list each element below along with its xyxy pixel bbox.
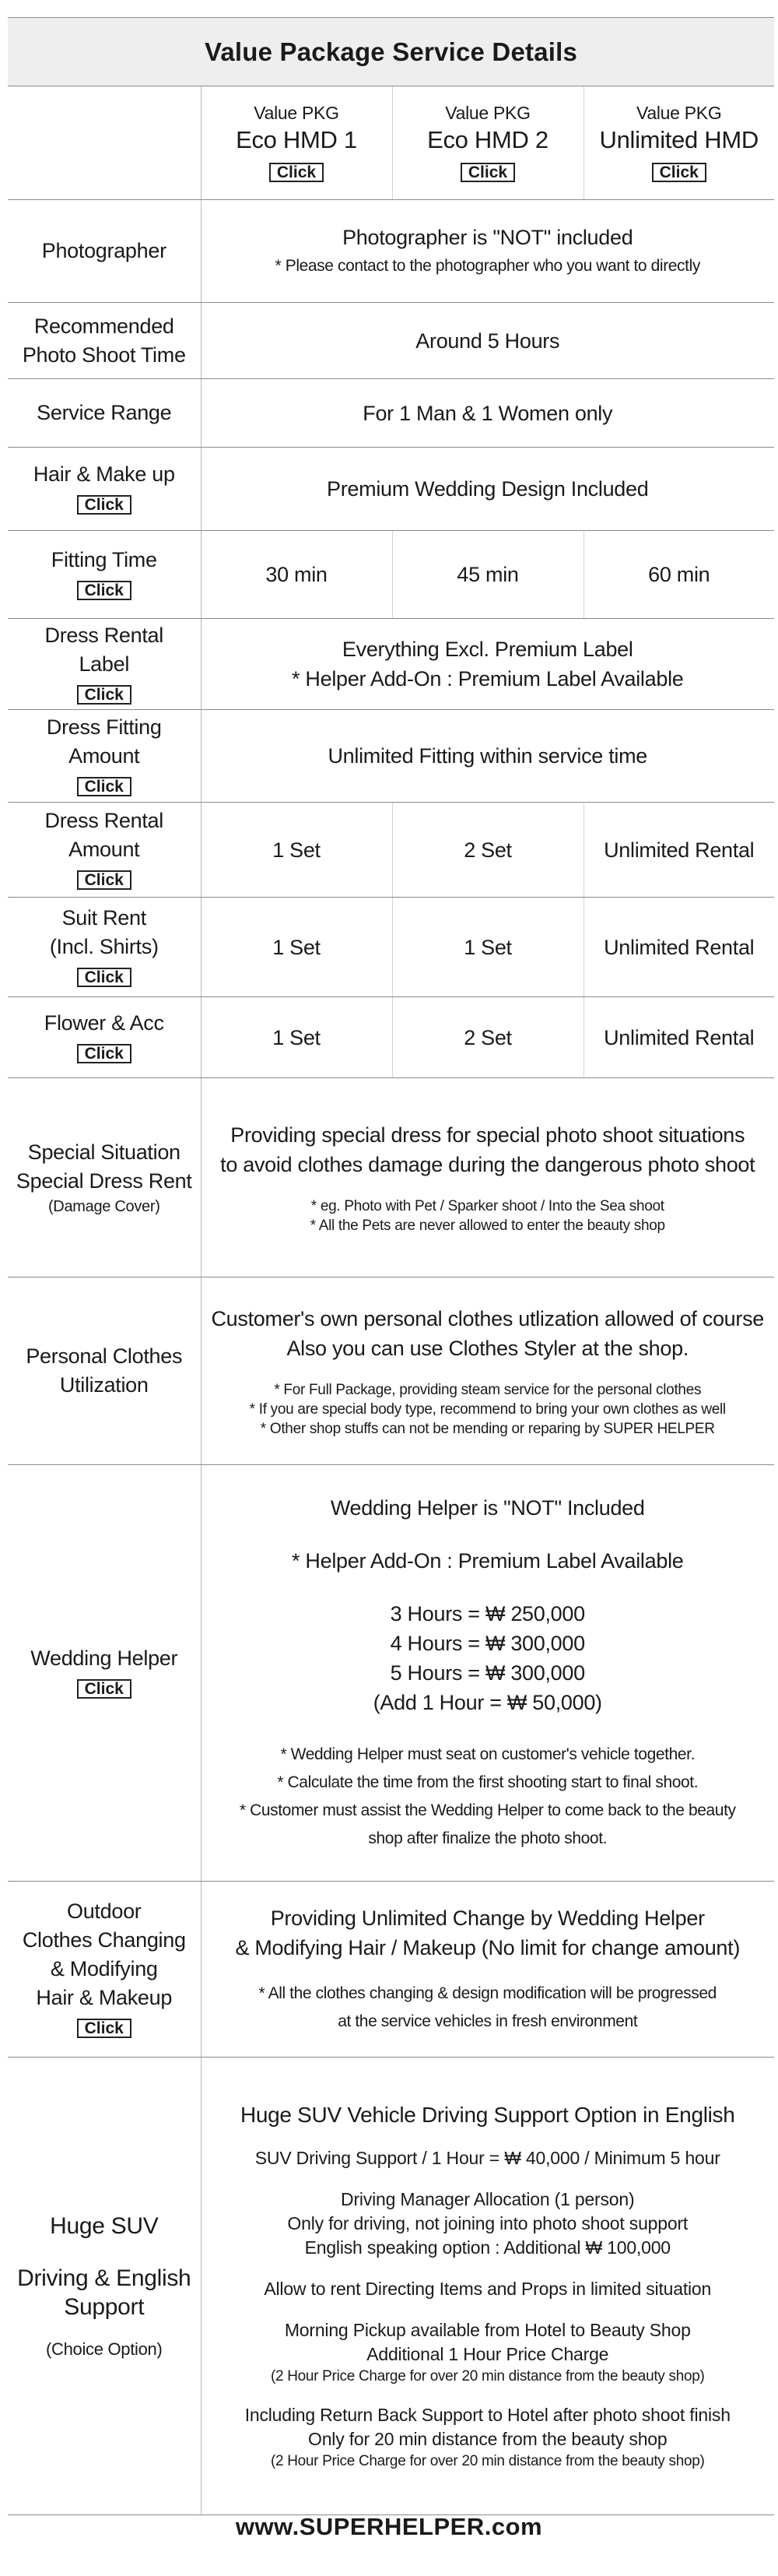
row-value: Around 5 Hours (201, 303, 774, 379)
row-dress-rental-label (8, 619, 774, 710)
suv-note: (2 Hour Price Charge for over 20 min distance from the beauty shop) (270, 2453, 705, 2469)
value-line: * Helper Add-On : Premium Label Available (292, 667, 684, 691)
row-label (8, 448, 201, 531)
row-value: Unlimited Rental (584, 803, 774, 898)
value-note: * If you are special body type, recommend to bring your own clothes as well (249, 1400, 726, 1418)
row-label (8, 898, 201, 997)
value-line: Providing Unlimited Change by Wedding Helper (270, 1906, 705, 1930)
row-label: Service Range (8, 379, 201, 448)
value-line: Wedding Helper is "NOT" Included (330, 1496, 645, 1520)
suv-line: Only for driving, not joining into photo shoot support (287, 2213, 689, 2233)
suv-line: Morning Pickup available from Hotel to Beauty Shop (284, 2320, 691, 2340)
row-value (201, 2058, 774, 2515)
row-fitting-time (8, 531, 774, 619)
dress-fitting-click-button[interactable]: Click (77, 777, 131, 796)
value-note: * For Full Package, providing steam service for the personal clothes (274, 1381, 702, 1398)
spacer (208, 1363, 769, 1380)
label-line: Hair & Makeup (36, 1986, 173, 2009)
value-line: Customer's own personal clothes utlization allowed of course (211, 1306, 765, 1330)
price-line: 5 Hours = ₩ 300,000 (390, 1661, 585, 1685)
hair-makeup-click-button[interactable]: Click (77, 495, 131, 515)
flower-acc-click-button[interactable]: Click (77, 1044, 131, 1063)
title-row (8, 18, 774, 86)
label-line: Dress Rental (44, 623, 163, 647)
row-flower-acc (8, 997, 774, 1078)
row-value (201, 1882, 774, 2058)
spacer (208, 1523, 769, 1546)
row-special-dress (8, 1078, 774, 1277)
label-line: Driving & English (17, 2265, 191, 2291)
suv-line: SUV Driving Support / 1 Hour = ₩ 40,000 / Minimum 5 hour (254, 2148, 720, 2168)
value-line: Everything Excl. Premium Label (342, 638, 633, 661)
row-value: 60 min (584, 531, 774, 619)
spacer (208, 2301, 769, 2318)
price-line: (Add 1 Hour = ₩ 50,000) (373, 1691, 602, 1714)
row-suv (8, 2058, 774, 2515)
row-label (8, 803, 201, 898)
spacer (208, 2129, 769, 2146)
row-value (201, 1465, 774, 1882)
value-note: at the service vehicles in fresh environment (338, 2012, 638, 2030)
value-line: Also you can use Clothes Styler at the shop. (286, 1336, 689, 1360)
value-line: Photographer is "NOT" included (342, 225, 633, 249)
label-line: Wedding Helper (30, 1646, 178, 1670)
package-eco-hmd-1 (201, 86, 392, 200)
row-value: For 1 Man & 1 Women only (201, 379, 774, 448)
value-note: * Calculate the time from the first shooting start to final shoot. (277, 1773, 699, 1791)
value-line: to avoid clothes damage during the dangerous photo shoot (220, 1152, 755, 1176)
label-line: Recommended (33, 314, 174, 338)
package-name: Unlimited HMD (599, 125, 759, 153)
row-service-range (8, 379, 774, 448)
row-value: Unlimited Fitting within service time (201, 710, 774, 803)
spacer (208, 1963, 769, 1980)
value-line: * Helper Add-On : Premium Label Available (292, 1549, 684, 1573)
package-prefix: Value PKG (445, 102, 531, 123)
row-value: 1 Set (201, 997, 392, 1078)
label-line: Flower & Acc (44, 1010, 164, 1035)
label-line: (Incl. Shirts) (49, 935, 159, 958)
label-line: Amount (68, 838, 140, 861)
row-photographer (8, 200, 774, 303)
row-value: 45 min (392, 531, 584, 619)
suv-line: Driving Manager Allocation (1 person) (341, 2189, 635, 2209)
suv-note: (2 Hour Price Charge for over 20 min distance from the beauty shop) (270, 2368, 705, 2384)
label-line: Hair & Make up (33, 462, 175, 486)
row-label (8, 1277, 201, 1465)
website-footer: www.SUPERHELPER.com (235, 2513, 543, 2540)
row-value (201, 1078, 774, 1277)
price-line: 4 Hours = ₩ 300,000 (390, 1632, 585, 1655)
package-eco-hmd-2 (392, 86, 584, 200)
row-value (201, 619, 774, 710)
row-value (201, 1277, 774, 1465)
row-wedding-helper (8, 1465, 774, 1882)
label-line: Support (64, 2294, 145, 2320)
label-line: Outdoor (67, 1899, 142, 1923)
row-hair-makeup (8, 448, 774, 531)
spacer (208, 2260, 769, 2277)
suv-line: Additional 1 Hour Price Charge (366, 2344, 609, 2364)
package-unlimited-hmd (584, 86, 774, 200)
row-shoot-time (8, 303, 774, 379)
package-prefix: Value PKG (254, 102, 339, 123)
row-value: 2 Set (392, 997, 584, 1078)
price-line: 3 Hours = ₩ 250,000 (390, 1602, 585, 1625)
value-note: * All the Pets are never allowed to enter the beauty shop (310, 1217, 665, 1234)
row-value: 1 Set (201, 803, 392, 898)
value-line: Providing special dress for special photo shoot situations (230, 1123, 745, 1147)
row-label (8, 710, 201, 803)
spacer (208, 2170, 769, 2188)
wedding-helper-click-button[interactable]: Click (77, 1679, 131, 1699)
package-header-row (8, 86, 774, 200)
value-note: * Please contact to the photographer who you want to directly (275, 256, 700, 275)
suv-line: Including Return Back Support to Hotel after photo shoot finish (244, 2405, 731, 2425)
row-value (201, 200, 774, 303)
package-unlimited-hmd-click-button[interactable]: Click (652, 163, 706, 182)
row-dress-fitting (8, 710, 774, 803)
label-line: Fitting Time (51, 548, 157, 571)
dress-rental-amount-click-button[interactable]: Click (77, 870, 131, 890)
spacer (14, 2240, 194, 2264)
label-line: Suit Rent (61, 906, 146, 930)
row-dress-rental-amount (8, 803, 774, 898)
spacer (208, 2386, 769, 2403)
row-label (8, 1078, 201, 1277)
label-line: Special Dress Rent (16, 1169, 192, 1193)
label-line: Amount (68, 743, 140, 768)
row-label (8, 303, 201, 379)
outdoor-click-button[interactable]: Click (77, 2019, 131, 2038)
row-value: 2 Set (392, 803, 584, 898)
row-label: Photographer (8, 200, 201, 303)
package-name: Eco HMD 2 (427, 125, 548, 153)
value-note: * Other shop stuffs can not be mending or reparing by SUPER HELPER (260, 1420, 715, 1437)
row-value: 1 Set (392, 898, 584, 997)
page-title: Value Package Service Details (8, 18, 774, 86)
suv-line: Allow to rent Directing Items and Props in limited situation (264, 2279, 712, 2299)
label-line: Label (79, 652, 130, 676)
value-note: * Customer must assist the Wedding Helper to come back to the beauty (239, 1801, 736, 1819)
fitting-time-click-button[interactable]: Click (77, 581, 131, 600)
label-line: Photo Shoot Time (22, 343, 186, 367)
row-personal-clothes (8, 1277, 774, 1465)
package-eco-hmd-1-click-button[interactable]: Click (269, 163, 324, 182)
row-value: 30 min (201, 531, 392, 619)
dress-rental-label-click-button[interactable]: Click (77, 685, 131, 705)
spacer (208, 1717, 769, 1741)
label-sub: (Damage Cover) (47, 1197, 160, 1215)
value-note: shop after finalize the photo shoot. (368, 1829, 608, 1847)
package-name: Eco HMD 1 (236, 125, 357, 153)
value-line: & Modifying Hair / Makeup (No limit for change amount) (235, 1935, 741, 1959)
row-label (8, 997, 201, 1078)
value-note: * All the clothes changing & design modification will be progressed (258, 1984, 717, 2002)
row-label (8, 531, 201, 619)
suv-line: English speaking option : Additional ₩ 100,000 (304, 2237, 671, 2258)
label-line: Huge SUV (50, 2213, 159, 2239)
label-line: & Modifying (50, 1957, 158, 1980)
spacer (208, 1179, 769, 1197)
row-label (8, 619, 201, 710)
service-details-table (8, 17, 774, 2515)
label-line: Clothes Changing (22, 1928, 186, 1952)
label-sub: (Choice Option) (45, 2339, 163, 2359)
label-line: Special Situation (27, 1140, 180, 1164)
label-line: Dress Rental (44, 809, 163, 832)
row-label (8, 1465, 201, 1882)
header-blank-cell (8, 86, 201, 200)
package-prefix: Value PKG (636, 102, 722, 123)
row-value: 1 Set (201, 898, 392, 997)
package-eco-hmd-2-click-button[interactable]: Click (461, 163, 515, 182)
suit-rent-click-button[interactable]: Click (77, 968, 131, 987)
row-label (8, 2058, 201, 2515)
row-outdoor (8, 1882, 774, 2058)
suv-heading: Huge SUV Vehicle Driving Support Option in English (240, 2103, 735, 2127)
suv-line: Only for 20 min distance from the beauty shop (308, 2429, 668, 2449)
row-value: Premium Wedding Design Included (201, 448, 774, 531)
spacer (208, 1576, 769, 1599)
row-label (8, 1882, 201, 2058)
row-value: Unlimited Rental (584, 997, 774, 1078)
spacer (14, 2321, 194, 2339)
label-line: Dress Fitting (46, 715, 162, 739)
value-note: * Wedding Helper must seat on customer's vehicle together. (280, 1745, 696, 1763)
value-note: * eg. Photo with Pet / Sparker shoot / Into the Sea shoot (310, 1197, 664, 1214)
row-suit-rent (8, 898, 774, 997)
label-line: Utilization (59, 1373, 149, 1397)
row-value: Unlimited Rental (584, 898, 774, 997)
label-line: Personal Clothes (26, 1344, 183, 1368)
